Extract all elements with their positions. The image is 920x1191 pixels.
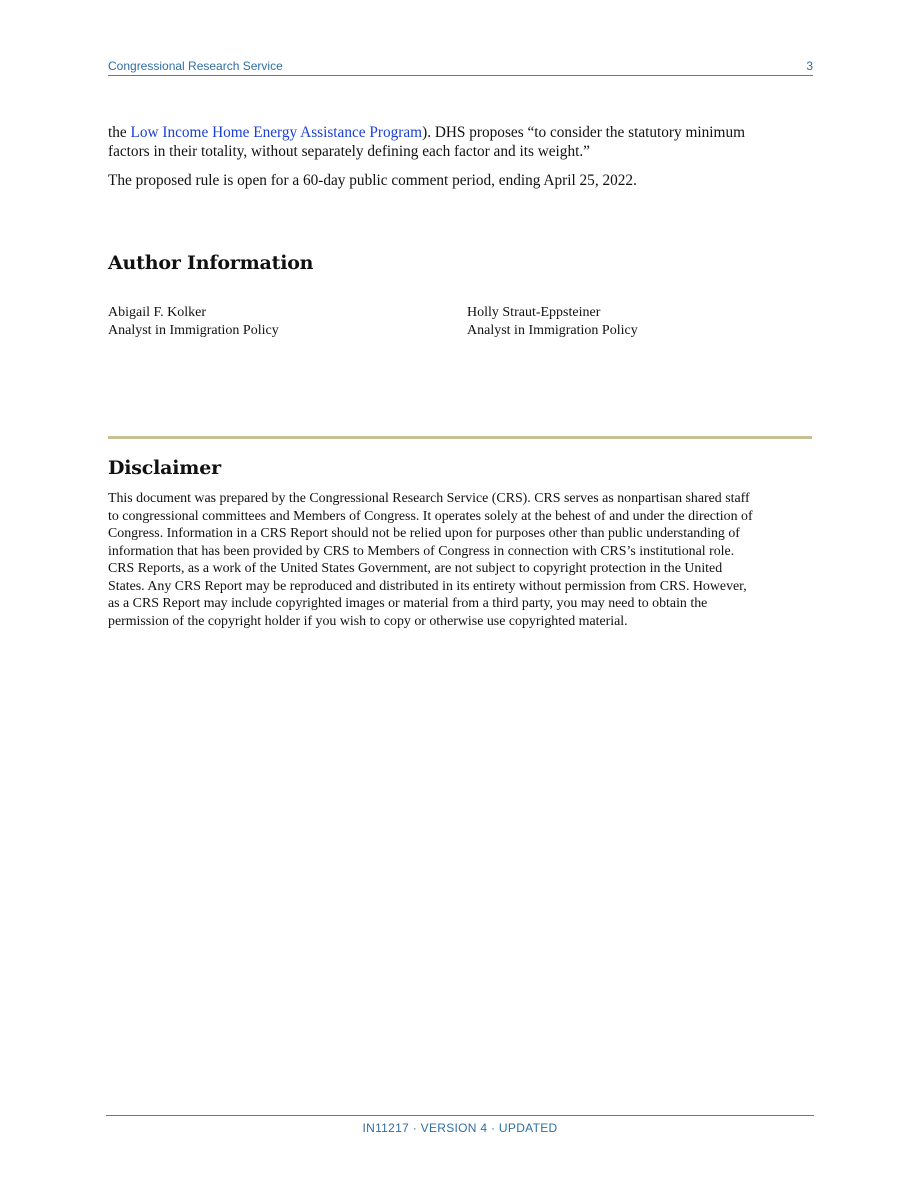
author-entry	[467, 304, 638, 339]
page-header	[108, 59, 813, 76]
disclaimer-line: information that has been provided by CRS to Members of Congress in connection with CRS’s institutional role.	[108, 543, 735, 559]
author-title: Analyst in Immigration Policy	[467, 322, 638, 338]
header-title: Congressional Research Service	[108, 59, 283, 73]
disclaimer-line: permission of the copyright holder if you wish to copy or otherwise use copyrighted material.	[108, 613, 628, 629]
body-paragraph-2: The proposed rule is open for a 60-day public comment period, ending April 25, 2022.	[108, 172, 637, 189]
disclaimer-line: CRS Reports, as a work of the United States Government, are not subject to copyright protection in the United	[108, 561, 723, 576]
paragraph-text: ). DHS proposes “to consider the statutory minimum	[422, 124, 745, 141]
disclaimer-line: to congressional committees and Members of Congress. It operates solely at the behest of and under the direction of	[108, 508, 753, 524]
author-title: Analyst in Immigration Policy	[108, 322, 279, 338]
liheap-link[interactable]: Low Income Home Energy Assistance Program	[130, 124, 423, 141]
author-name: Holly Straut-Eppsteiner	[467, 305, 601, 320]
footer-rule	[106, 1115, 814, 1116]
section-divider	[108, 436, 812, 439]
disclaimer-line: Congress. Information in a CRS Report should not be relied upon for purposes other than public understanding of	[108, 526, 740, 541]
disclaimer-line: as a CRS Report may include copyrighted images or material from a third party, you may need to obtain the	[108, 596, 708, 611]
paragraph-text: factors in their totality, without separately defining each factor and its weight.”	[108, 143, 590, 160]
disclaimer-line: States. Any CRS Report may be reproduced and distributed in its entirety without permission from CRS. However,	[108, 578, 747, 594]
author-information-heading: Author Information	[108, 252, 314, 274]
body-paragraph-1	[108, 123, 813, 161]
author-name: Abigail F. Kolker	[108, 305, 207, 320]
page-number: 3	[806, 59, 813, 73]
author-entry	[108, 304, 279, 339]
footer-report-id: IN11217 · VERSION 4 · UPDATED	[362, 1121, 558, 1135]
paragraph-text: the	[108, 124, 131, 141]
disclaimer-body	[108, 490, 813, 630]
disclaimer-heading: Disclaimer	[108, 457, 221, 479]
disclaimer-line: This document was prepared by the Congressional Research Service (CRS). CRS serves as nonpartisan shared staff	[108, 491, 750, 506]
